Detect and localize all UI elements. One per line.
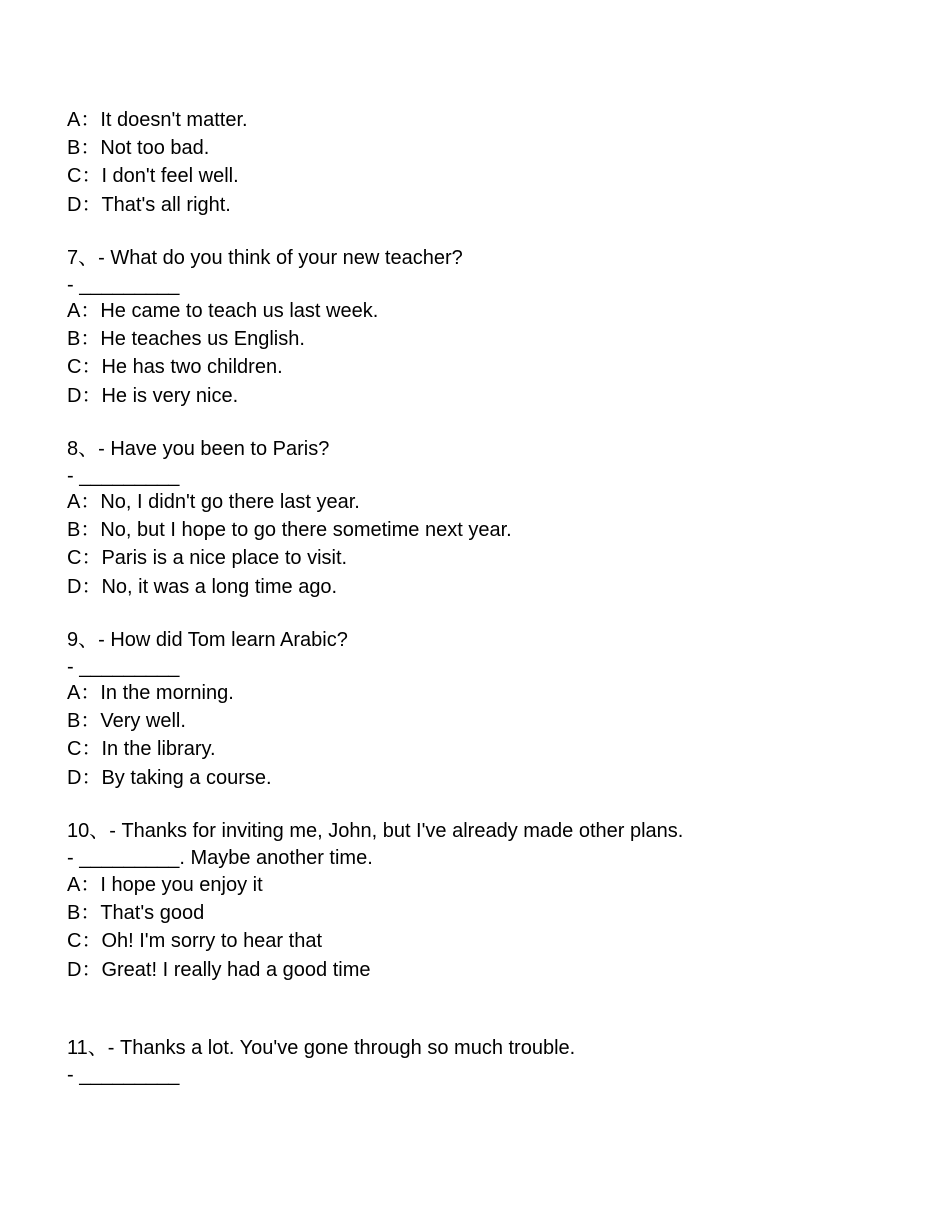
q8-option-b: B：No, but I hope to go there sometime next year. xyxy=(67,519,512,541)
q6-option-c: C：I don't feel well. xyxy=(67,165,239,187)
q10-option-d: D：Great! I really had a good time xyxy=(67,959,371,981)
q6-option-d: D：That's all right. xyxy=(67,194,231,216)
q10-question: 10、- Thanks for inviting me, John, but I've already made other plans. xyxy=(67,820,684,842)
q7-option-a: A：He came to teach us last week. xyxy=(67,300,379,322)
q10-option-c: C：Oh! I'm sorry to hear that xyxy=(67,930,323,952)
q9-option-d: D：By taking a course. xyxy=(67,767,272,789)
q10-answer-line: - _________. Maybe another time. xyxy=(67,847,373,869)
q8-answer-line: - _________ xyxy=(67,465,180,487)
q9-question: 9、- How did Tom learn Arabic? xyxy=(67,629,348,651)
q9-option-b: B：Very well. xyxy=(67,710,186,732)
q11-question: 11、- Thanks a lot. You've gone through so much trouble. xyxy=(67,1037,576,1059)
q7-question: 7、- What do you think of your new teacher? xyxy=(67,247,463,269)
q9-answer-line: - _________ xyxy=(67,656,180,678)
q8-question: 8、- Have you been to Paris? xyxy=(67,438,330,460)
q7-answer-line: - _________ xyxy=(67,274,180,296)
q9-option-c: C：In the library. xyxy=(67,738,216,760)
q7-option-d: D：He is very nice. xyxy=(67,385,239,407)
q8-option-c: C：Paris is a nice place to visit. xyxy=(67,547,348,569)
q10-option-a: A：I hope you enjoy it xyxy=(67,874,263,896)
q7-option-c: C：He has two children. xyxy=(67,356,283,378)
q10-option-b: B：That's good xyxy=(67,902,205,924)
q8-option-d: D：No, it was a long time ago. xyxy=(67,576,338,598)
q6-option-b: B：Not too bad. xyxy=(67,137,210,159)
q8-option-a: A：No, I didn't go there last year. xyxy=(67,491,360,513)
q7-option-b: B：He teaches us English. xyxy=(67,328,305,350)
q6-option-a: A：It doesn't matter. xyxy=(67,109,248,131)
q11-answer-line: - _________ xyxy=(67,1064,180,1086)
q9-option-a: A：In the morning. xyxy=(67,682,234,704)
